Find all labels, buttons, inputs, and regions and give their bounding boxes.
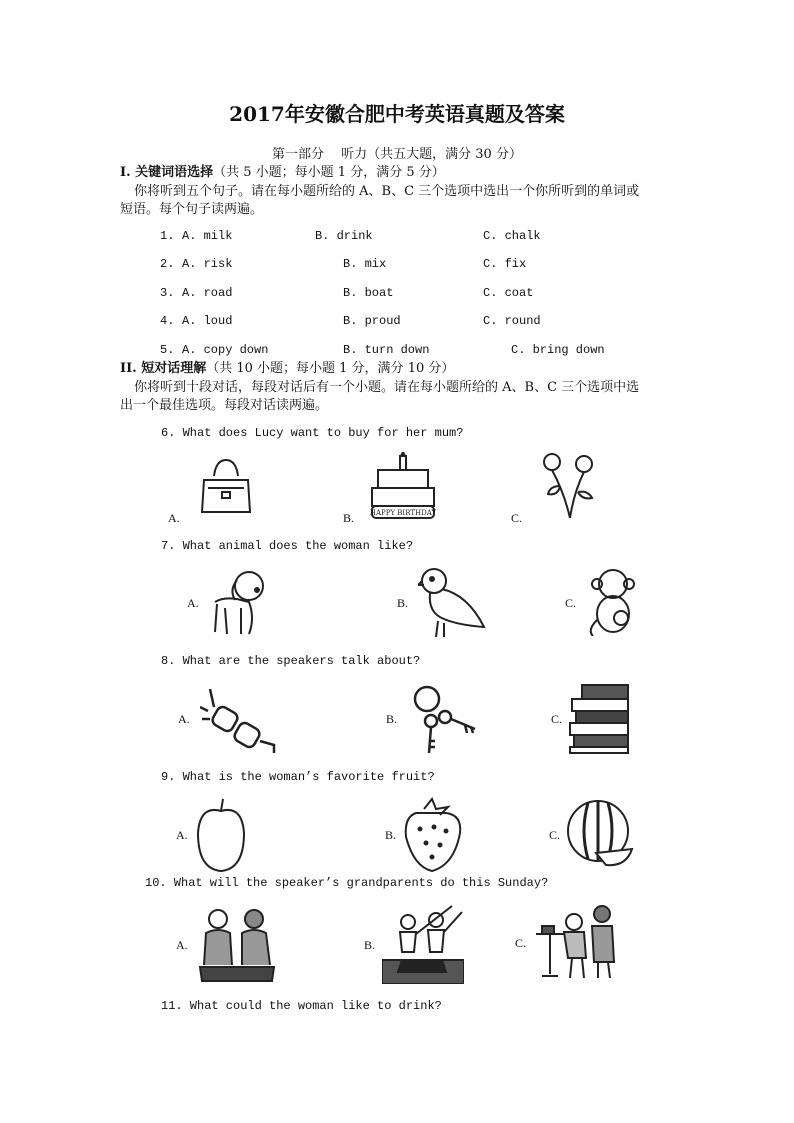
monkey-image (585, 566, 641, 636)
playing-chess-image (196, 905, 278, 985)
section1-instruction-1: 你将听到五个句子。请在每小题所给的 A、B、C 三个选项中选出一个你所听到的单词或 (134, 184, 640, 199)
q2-option-b: B. mix (343, 257, 387, 271)
q9-option-c-label: C. (549, 828, 561, 842)
q4-number: 4. (160, 314, 175, 328)
q9-option-a-label: A. (176, 828, 188, 842)
q9-option-b-label: B. (385, 828, 397, 842)
q7-option-b-label: B. (397, 596, 409, 610)
roses-image (534, 452, 606, 520)
section2-instruction-2: 出一个最佳选项。每段对话读两遍。 (120, 398, 329, 413)
cake-text: HAPPY BIRTHDAY (369, 509, 437, 517)
q10-option-a-label: A. (176, 938, 188, 952)
q4-option-a: A. loud (182, 314, 233, 328)
q6-option-a-label: A. (168, 511, 180, 525)
page-title: 2017年安徽合肥中考英语真题及答案 (229, 102, 565, 126)
q1-option-c: C. chalk (483, 229, 541, 243)
q1-number: 1. (160, 229, 175, 243)
q5-option-c: C. bring down (511, 343, 605, 357)
books-image (568, 683, 630, 755)
section1-heading: I. 关键词语选择 (120, 165, 214, 180)
question-8: 8. What are the speakers talk about? (161, 654, 421, 668)
question-10: 10. What will the speaker’s grandparents do this Sunday? (145, 876, 549, 890)
q5-number: 5. (160, 343, 175, 357)
q5-option-a: A. copy down (182, 343, 269, 357)
q4-option-b: B. proud (343, 314, 401, 328)
strawberry-image (402, 797, 464, 873)
section2-instruction-1: 你将听到十段对话，每段对话后有一个小题。请在每小题所给的 A、B、C 三个选项中选 (134, 380, 640, 395)
section2-score: （共 10 小题；每小题 1 分，满分 10 分） (206, 361, 455, 376)
q3-number: 3. (160, 286, 175, 300)
q6-option-b-label: B. (343, 511, 355, 525)
question-9: 9. What is the woman’s favorite fruit? (161, 770, 435, 784)
q3-option-c: C. coat (483, 286, 534, 300)
q5-option-b: B. turn down (343, 343, 430, 357)
drinking-tea-image (534, 902, 616, 980)
q8-option-b-label: B. (386, 712, 398, 726)
watermelon-image (566, 797, 634, 869)
q7-option-c-label: C. (565, 596, 577, 610)
q2-option-a: A. risk (182, 257, 233, 271)
q8-option-c-label: C. (551, 712, 563, 726)
q4-option-c: C. round (483, 314, 541, 328)
section1-title (120, 161, 445, 180)
q3-option-b: B. boat (343, 286, 394, 300)
q10-option-c-label: C. (515, 936, 527, 950)
keys-image (405, 683, 477, 755)
apple-image (196, 797, 246, 873)
q1-option-a: A. milk (182, 229, 233, 243)
glasses-image (200, 685, 276, 755)
section1-instruction-2: 短语。每个句子读两遍。 (120, 202, 264, 217)
q8-option-a-label: A. (178, 712, 190, 726)
q1-option-b: B. drink (315, 229, 373, 243)
question-11: 11. What could the woman like to drink? (161, 999, 442, 1013)
part-header: 第一部分 听力（共五大题，满分 30 分） (272, 147, 522, 162)
q7-option-a-label: A. (187, 596, 199, 610)
q2-number: 2. (160, 257, 175, 271)
dog-image (205, 568, 275, 638)
bird-image (418, 565, 488, 639)
q10-option-b-label: B. (364, 938, 376, 952)
question-7: 7. What animal does the woman like? (161, 539, 414, 553)
section2-heading: II. 短对话理解 (120, 361, 207, 376)
fishing-image (382, 902, 464, 984)
birthday-cake-image (368, 452, 438, 520)
question-6: 6. What does Lucy want to buy for her mum? (161, 426, 464, 440)
q3-option-a: A. road (182, 286, 233, 300)
section2-title (120, 357, 454, 376)
handbag-image (198, 458, 254, 516)
q6-option-c-label: C. (511, 511, 523, 525)
q2-option-c: C. fix (483, 257, 527, 271)
section1-score: （共 5 小题；每小题 1 分，满分 5 分） (213, 165, 445, 180)
